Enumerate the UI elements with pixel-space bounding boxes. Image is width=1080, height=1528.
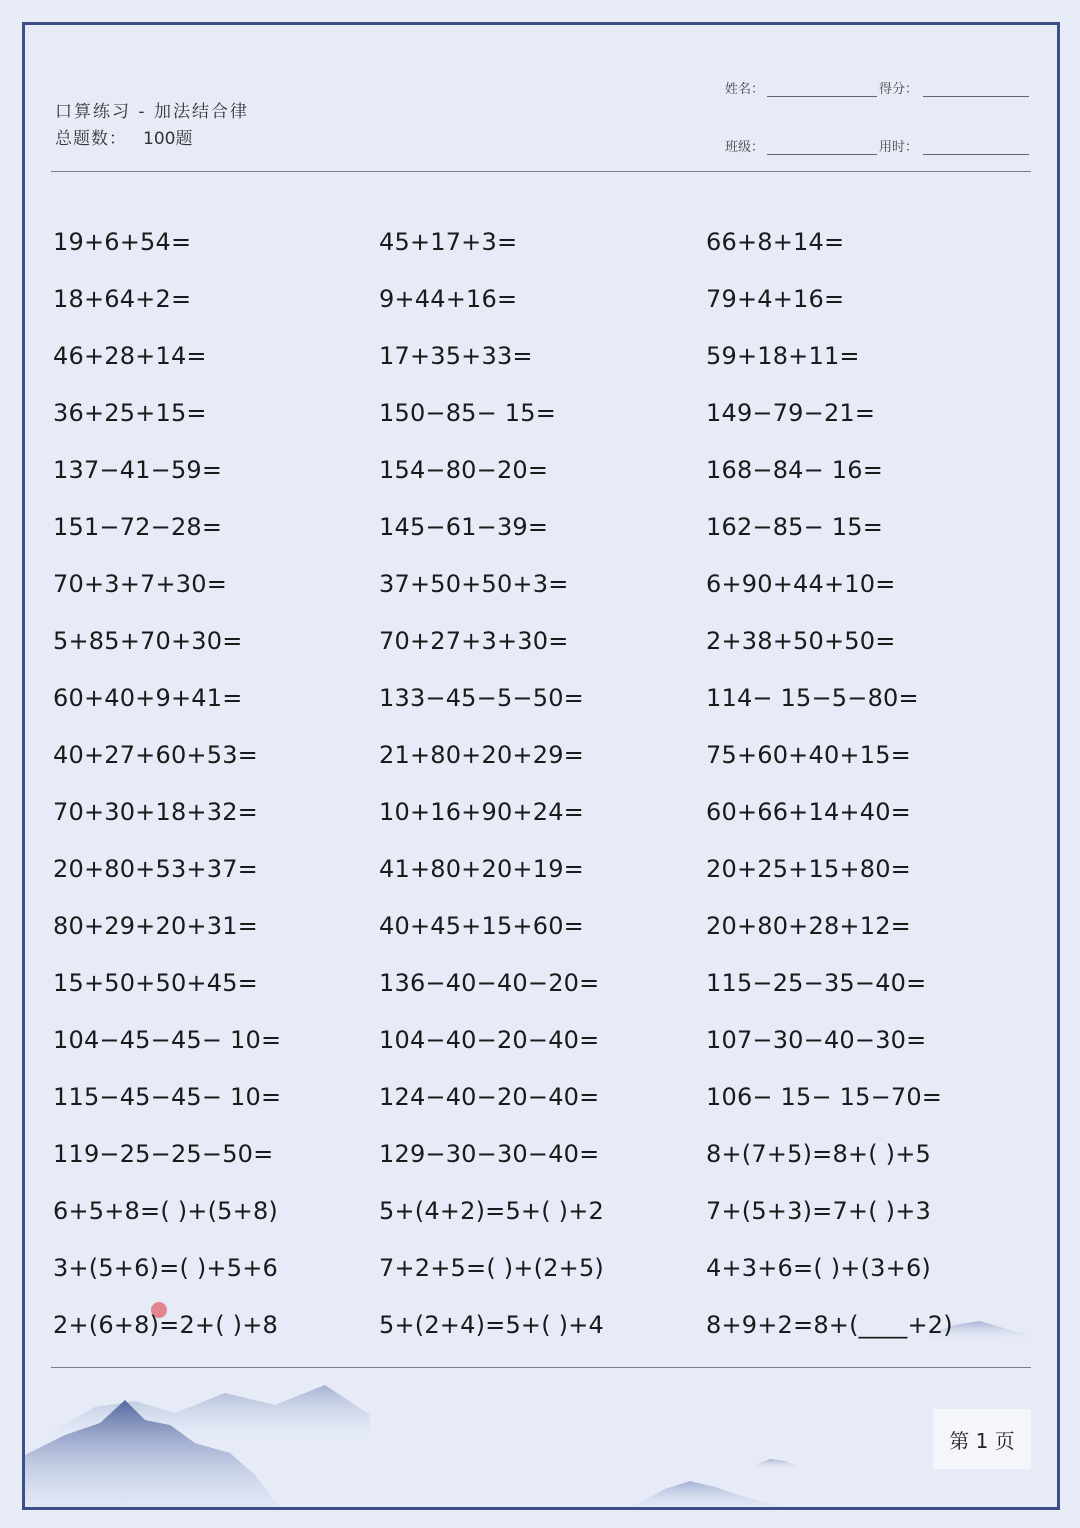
problem-item: 15+50+50+45=	[53, 968, 258, 997]
problem-item: 75+60+40+15=	[706, 740, 911, 769]
name-label: 姓名：	[725, 82, 765, 97]
problem-item: 136−40−40−20=	[379, 968, 600, 997]
score-label: 得分：	[879, 82, 919, 97]
problem-item: 40+27+60+53=	[53, 740, 258, 769]
problem-item: 162−85− 15=	[706, 512, 884, 541]
problem-item: 8+(7+5)=8+( )+5	[706, 1139, 931, 1168]
problem-item: 46+28+14=	[53, 341, 207, 370]
problem-row	[53, 1296, 1013, 1353]
problem-item: 19+6+54=	[53, 227, 192, 256]
problem-item: 2+38+50+50=	[706, 626, 896, 655]
problem-item: 4+3+6=( )+(3+6)	[706, 1253, 931, 1282]
problem-item: 115−45−45− 10=	[53, 1082, 282, 1111]
name-field[interactable]	[767, 82, 877, 97]
problem-item: 104−40−20−40=	[379, 1025, 600, 1054]
problem-item: 9+44+16=	[379, 284, 518, 313]
problem-row	[53, 327, 1013, 384]
problem-item: 7+2+5=( )+(2+5)	[379, 1253, 604, 1282]
problem-item: 154−80−20=	[379, 455, 549, 484]
problem-item: 106− 15− 15−70=	[706, 1082, 943, 1111]
problem-item: 119−25−25−50=	[53, 1139, 274, 1168]
problem-item: 104−45−45− 10=	[53, 1025, 282, 1054]
problem-item: 36+25+15=	[53, 398, 207, 427]
problem-row	[53, 498, 1013, 555]
problem-row	[53, 555, 1013, 612]
mountain-right	[635, 1481, 785, 1510]
problem-item: 40+45+15+60=	[379, 911, 584, 940]
problem-row	[53, 384, 1013, 441]
problem-row	[53, 669, 1013, 726]
problem-item: 129−30−30−40=	[379, 1139, 600, 1168]
problem-item: 2+(6+8)=2+( )+8	[53, 1310, 278, 1339]
class-field[interactable]	[767, 140, 877, 155]
problem-row	[53, 441, 1013, 498]
time-label: 用时：	[879, 140, 919, 155]
page-number: 第 1 页	[933, 1409, 1031, 1469]
title-block	[55, 99, 249, 153]
problem-item: 145−61−39=	[379, 512, 549, 541]
problem-item: 18+64+2=	[53, 284, 192, 313]
problem-item: 70+27+3+30=	[379, 626, 569, 655]
problem-grid	[53, 213, 1013, 1353]
problem-item: 115−25−35−40=	[706, 968, 927, 997]
problem-item: 168−84− 16=	[706, 455, 884, 484]
problem-row	[53, 1068, 1013, 1125]
problem-item: 107−30−40−30=	[706, 1025, 927, 1054]
class-label: 班级：	[725, 140, 765, 155]
problem-item: 7+(5+3)=7+( )+3	[706, 1196, 931, 1225]
problem-item: 150−85− 15=	[379, 398, 557, 427]
problem-item: 60+40+9+41=	[53, 683, 243, 712]
problem-item: 8+9+2=8+(____+2)	[706, 1310, 953, 1339]
problem-item: 3+(5+6)=( )+5+6	[53, 1253, 278, 1282]
problem-item: 6+5+8=( )+(5+8)	[53, 1196, 278, 1225]
problem-item: 80+29+20+31=	[53, 911, 258, 940]
problem-item: 70+3+7+30=	[53, 569, 228, 598]
problem-row	[53, 726, 1013, 783]
problem-row	[53, 612, 1013, 669]
problem-row	[53, 954, 1013, 1011]
problem-row	[53, 1239, 1013, 1296]
problem-item: 5+(2+4)=5+( )+4	[379, 1310, 604, 1339]
score-field[interactable]	[923, 82, 1029, 97]
problem-item: 20+80+28+12=	[706, 911, 911, 940]
student-info	[725, 77, 1035, 193]
problem-item: 45+17+3=	[379, 227, 518, 256]
time-field[interactable]	[923, 140, 1029, 155]
problem-item: 20+80+53+37=	[53, 854, 258, 883]
problem-item: 5+85+70+30=	[53, 626, 243, 655]
problem-item: 10+16+90+24=	[379, 797, 584, 826]
mountain-small	[750, 1459, 805, 1469]
problem-row	[53, 1182, 1013, 1239]
problem-row	[53, 213, 1013, 270]
problem-item: 70+30+18+32=	[53, 797, 258, 826]
question-count	[55, 126, 249, 153]
problem-row	[53, 840, 1013, 897]
problem-item: 60+66+14+40=	[706, 797, 911, 826]
footer-divider	[51, 1367, 1031, 1368]
problem-item: 133−45−5−50=	[379, 683, 584, 712]
problem-item: 137−41−59=	[53, 455, 223, 484]
problem-row	[53, 1011, 1013, 1068]
problem-item: 5+(4+2)=5+( )+2	[379, 1196, 604, 1225]
problem-row	[53, 1125, 1013, 1182]
problem-row	[53, 897, 1013, 954]
header-divider	[51, 171, 1031, 172]
problem-item: 37+50+50+3=	[379, 569, 569, 598]
problem-item: 66+8+14=	[706, 227, 845, 256]
problem-row	[53, 783, 1013, 840]
question-count-value: 100题	[143, 129, 193, 149]
problem-item: 124−40−20−40=	[379, 1082, 600, 1111]
problem-item: 59+18+11=	[706, 341, 860, 370]
info-row-name-score	[725, 77, 1035, 97]
problem-row	[53, 270, 1013, 327]
problem-item: 79+4+16=	[706, 284, 845, 313]
question-count-label: 总题数：	[55, 129, 127, 149]
problem-item: 41+80+20+19=	[379, 854, 584, 883]
problem-item: 114− 15−5−80=	[706, 683, 919, 712]
problem-item: 151−72−28=	[53, 512, 223, 541]
problem-item: 149−79−21=	[706, 398, 876, 427]
problem-item: 6+90+44+10=	[706, 569, 896, 598]
problem-item: 17+35+33=	[379, 341, 533, 370]
worksheet-page	[22, 22, 1060, 1510]
worksheet-title: 口算练习 - 加法结合律	[55, 102, 249, 122]
info-row-class-time	[725, 135, 1035, 155]
problem-item: 21+80+20+29=	[379, 740, 584, 769]
problem-item: 20+25+15+80=	[706, 854, 911, 883]
